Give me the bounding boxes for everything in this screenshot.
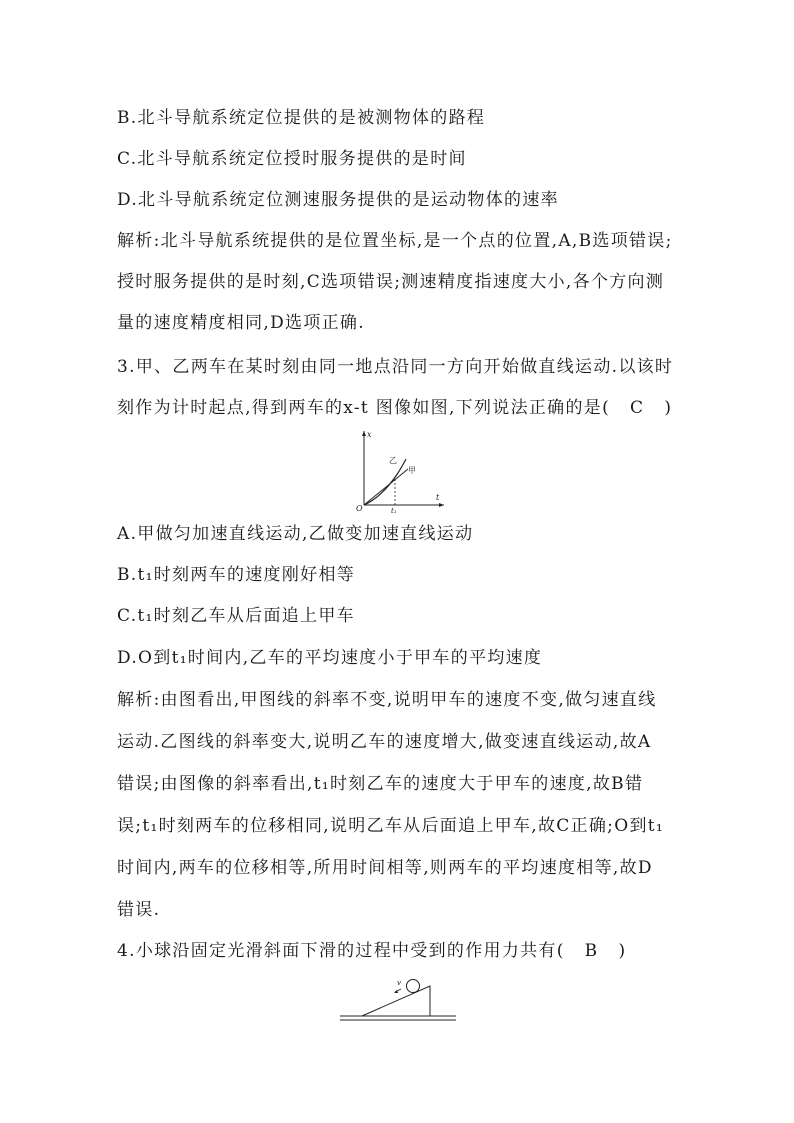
q4-answer: B	[584, 941, 599, 961]
q3-stem-text: 刻作为计时起点,得到两车的x-t 图像如图,下列说法正确的是(	[117, 398, 611, 418]
q3-stem-line-2	[117, 398, 672, 418]
q2-option-d: D.北斗导航系统定位测速服务提供的是运动物体的速率	[117, 190, 559, 210]
q3-analysis-line-2: 运动.乙图线的斜率变大,说明乙车的速度增大,做变速直线运动,故A	[117, 732, 652, 752]
q4-stem	[117, 941, 626, 961]
incline-wedge	[362, 986, 430, 1016]
q3-stem-line-1: 3.甲、乙两车在某时刻由同一地点沿同一方向开始做直线运动.以该时	[117, 357, 674, 377]
x-axis-label: x	[367, 430, 372, 439]
t1-tick-label: t₁	[391, 507, 397, 513]
q3-analysis-line-6: 错误.	[117, 900, 161, 920]
q2-analysis-line-3: 量的速度精度相同,D选项正确.	[117, 313, 365, 333]
label-jia: 甲	[408, 466, 416, 475]
velocity-label: v	[397, 979, 401, 987]
line-jia	[364, 469, 408, 505]
q3-analysis-line-1: 解析:由图看出,甲图线的斜率不变,说明甲车的速度不变,做匀速直线	[117, 690, 657, 710]
q2-option-b: B.北斗导航系统定位提供的是被测物体的路程	[117, 108, 486, 128]
q2-analysis-line-1: 解析:北斗导航系统提供的是位置坐标,是一个点的位置,A,B选项错误;	[117, 231, 673, 251]
q3-option-d: D.O到t₁时间内,乙车的平均速度小于甲车的平均速度	[117, 648, 543, 668]
q3-analysis-line-5: 时间内,两车的位移相等,所用时间相等,则两车的平均速度相等,故D	[117, 858, 653, 878]
q4-stem-text: 4.小球沿固定光滑斜面下滑的过程中受到的作用力共有(	[117, 941, 565, 961]
q4-close-paren: )	[618, 941, 627, 961]
q3-analysis-line-3: 错误;由图像的斜率看出,t₁时刻乙车的速度大于甲车的速度,故B错	[117, 774, 644, 794]
q3-option-c: C.t₁时刻乙车从后面追上甲车	[117, 606, 355, 626]
ball	[407, 980, 420, 993]
xt-graph	[340, 425, 450, 513]
curve-yi	[364, 459, 406, 505]
q3-analysis-line-4: 误;t₁时刻两车的位移相同,说明乙车从后面追上甲车,故C正确;O到t₁	[117, 816, 664, 836]
label-yi: 乙	[389, 456, 397, 465]
q3-close-paren: )	[664, 398, 673, 418]
q2-option-c: C.北斗导航系统定位授时服务提供的是时间	[117, 149, 467, 169]
incline-figure	[338, 972, 458, 1026]
x-axis-arrow	[362, 431, 366, 436]
origin-label: O	[356, 504, 363, 513]
t-axis-label: t	[436, 493, 440, 502]
q2-analysis-line-2: 授时服务提供的是时刻,C选项错误;测速精度指速度大小,各个方向测	[117, 272, 665, 292]
t-axis-arrow	[439, 503, 444, 507]
q3-option-b: B.t₁时刻两车的速度刚好相等	[117, 565, 356, 585]
q3-answer: C	[630, 398, 645, 418]
q3-option-a: A.甲做匀加速直线运动,乙做变加速直线运动	[117, 524, 474, 544]
